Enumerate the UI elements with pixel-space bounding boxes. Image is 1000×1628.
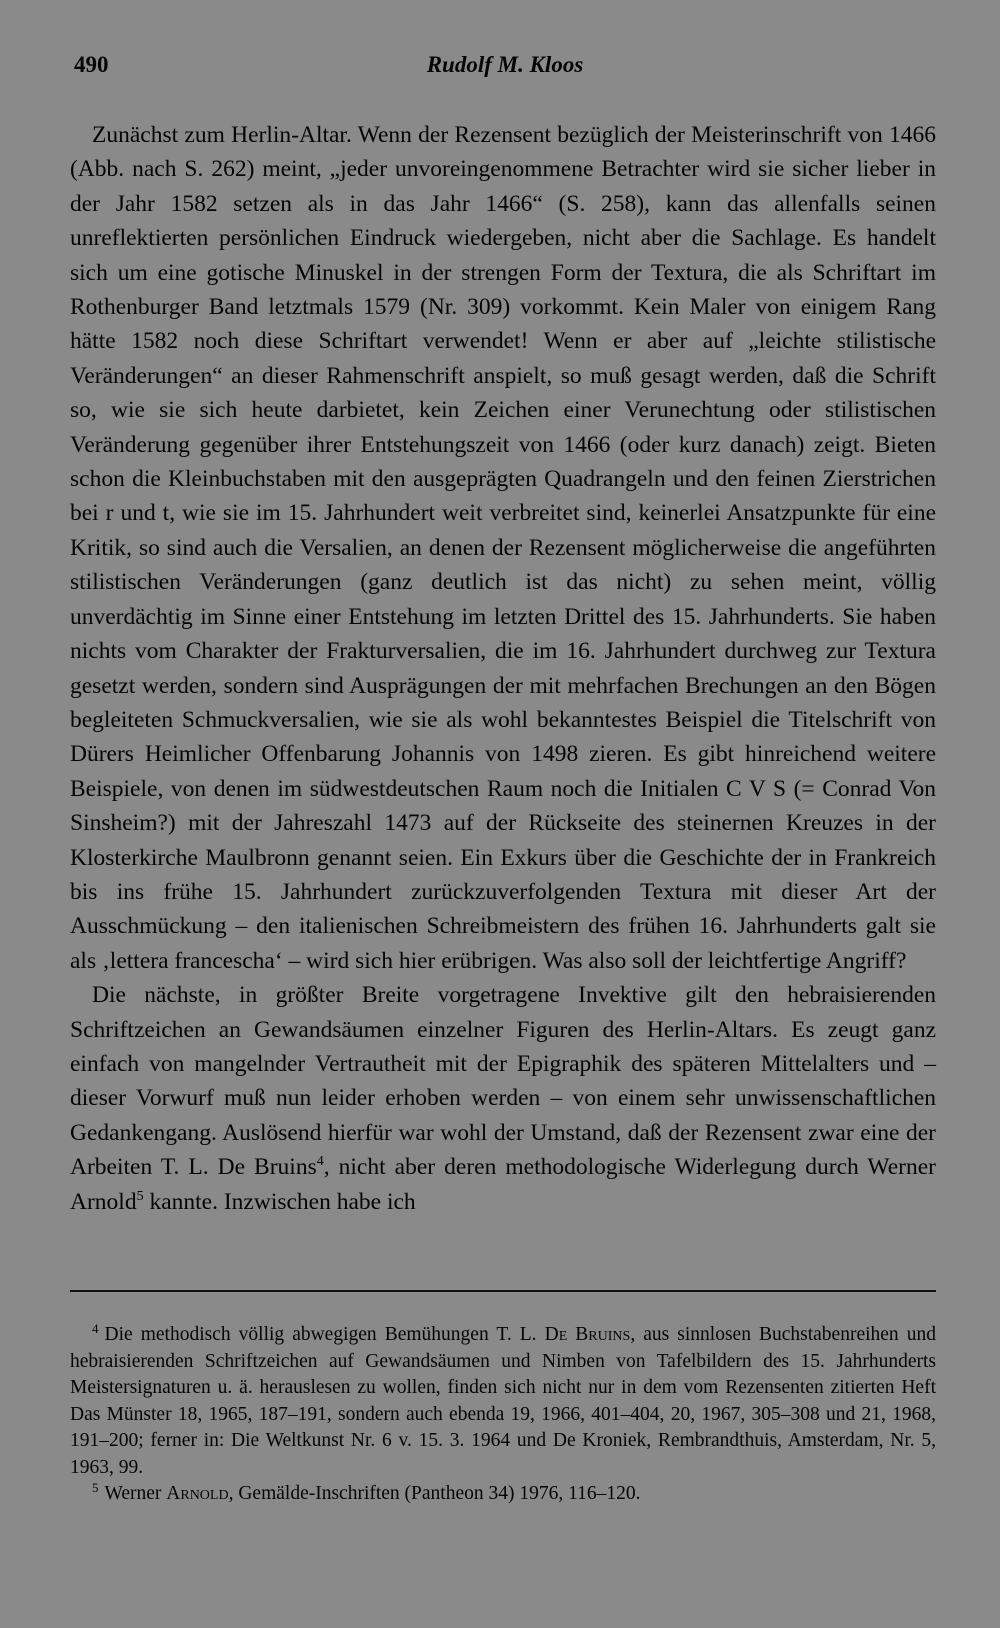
footnote-4-author: De Bruins (544, 1324, 631, 1345)
footnote-4 (70, 1322, 936, 1481)
footnote-5 (70, 1481, 936, 1508)
page-header (74, 52, 936, 88)
footnote-divider (70, 1290, 936, 1292)
footnote-5-text-b: , Gemälde-Inschriften (Pantheon 34) 1976, 116–120. (228, 1483, 641, 1504)
footnote-ref-4[interactable]: 4 (316, 1154, 324, 1170)
paragraph-2-text-b: , nicht aber deren methodologische Widerlegung durch Werner Arnold (70, 1154, 936, 1215)
footnote-5-text-a: Werner (104, 1483, 167, 1504)
paragraph-1: Zunächst zum Herlin-Altar. Wenn der Rezensent bezüglich der Meisterinschrift von 1466 (Abb. nach S. 262) meint, „jeder unvoreingenommene Betrachter wird sie sicher lieber in der Jahr 1582 setzen als in das Jahr 1466“ (S. 258), kann das allenfalls seinen unreflektierten persönlichen Eindruck wiedergeben, nicht aber die Sachlage. Es handelt sich um eine gotische Minuskel in der strengen Form der Textura, die als Schriftart im Rothenburger Band letztmals 1579 (Nr. 309) vorkommt. Kein Maler von einigem Rang hätte 1582 noch diese Schriftart verwendet! Wenn er aber auf „leichte stilistische Veränderungen“ an dieser Rahmenschrift anspielt, so muß gesagt werden, daß die Schrift so, wie sie sich heute darbietet, kein Zeichen einer Verunechtung oder stilistischen Veränderung gegenüber ihrer Entstehungszeit von 1466 (oder kurz danach) zeigt. Bieten schon die Kleinbuchstaben mit den ausgeprägten Quadrangeln und den feinen Zierstrichen bei r und t, wie sie im 15. Jahrhundert weit verbreitet sind, keinerlei Ansatzpunkte für eine Kritik, so sind auch die Versalien, an denen der Rezensent möglicherweise die angeführten stilistischen Veränderungen (ganz deutlich ist das nicht) zu sehen meint, völlig unverdächtig im Sinne einer Entstehung im letzten Drittel des 15. Jahrhunderts. Sie haben nichts vom Charakter der Frakturversalien, die im 16. Jahrhundert durchweg zur Textura gesetzt werden, sondern sind Ausprägungen der mit mehrfachen Brechungen an den Bögen begleiteten Schmuckversalien, wie sie als wohl bekanntestes Beispiel die Titelschrift von Dürers Heimlicher Offenbarung Johannis von 1498 zieren. Es gibt hinreichend weitere Beispiele, von denen im südwestdeutschen Raum noch die Initialen C V S (= Conrad Von Sinsheim?) mit der Jahreszahl 1473 auf der Rückseite des steinernen Kreuzes in der Klosterkirche Maulbronn genannt seien. Ein Exkurs über die Geschichte der in Frankreich bis ins frühe 15. Jahrhundert zurückzuverfolgenden Textura mit dieser Art der Ausschmückung – den italienischen Schreibmeistern des frühen 16. Jahrhunderts galt sie als ‚lettera franceschaʻ – wird sich hier erübrigen. Was also soll der leichtfertige Angriff? (70, 122, 936, 974)
footnote-4-text-a: Die methodisch völlig abwegigen Bemühungen T. L. (104, 1324, 545, 1345)
paragraph-2-text-c: kannte. Inzwischen habe ich (143, 1188, 416, 1215)
page-number: 490 (74, 52, 109, 77)
paragraph-2 (70, 978, 936, 1219)
footnote-5-mark: 5 (92, 1479, 99, 1495)
running-head: Rudolf M. Kloos (426, 52, 584, 77)
footnote-5-author: Arnold (166, 1483, 229, 1504)
footnote-4-text-b: , aus sinnlosen Buchstabenreihen und hebraisierenden Schriftzeichen auf Gewandsäumen und Nimben von Tafelbildern des 15. Jahrhunderts Meistersignaturen u. ä. herauslesen zu wollen, finden sich nicht nur in dem vom Rezensenten zitierten Heft Das Münster 18, 1965, 187–191, sondern auch ebenda 19, 1966, 401–404, 20, 1967, 305–308 und 21, 1968, 191–200; ferner in: Die Weltkunst Nr. 6 v. 15. 3. 1964 und De Kroniek, Rembrandthuis, Amsterdam, Nr. 5, 1963, 99. (70, 1324, 936, 1478)
footnotes (70, 1322, 936, 1508)
body-text (70, 118, 936, 1219)
footnote-4-mark: 4 (92, 1320, 99, 1336)
paragraph-2-text-a: Die nächste, in größter Breite vorgetragene Invektive gilt den hebraisierenden Schriftzeichen an Gewandsäumen einzelner Figuren des Herlin-Altars. Es zeugt ganz einfach von mangelnder Vertrautheit mit der Epigraphik des späteren Mittelalters und – dieser Vorwurf muß nun leider erhoben werden – von einem sehr unwissenschaftlichen Gedankengang. Auslösend hierfür war wohl der Umstand, daß der Rezensent zwar eine der Arbeiten T. L. De Bruins (70, 982, 936, 1181)
footnote-ref-5[interactable]: 5 (136, 1188, 144, 1204)
